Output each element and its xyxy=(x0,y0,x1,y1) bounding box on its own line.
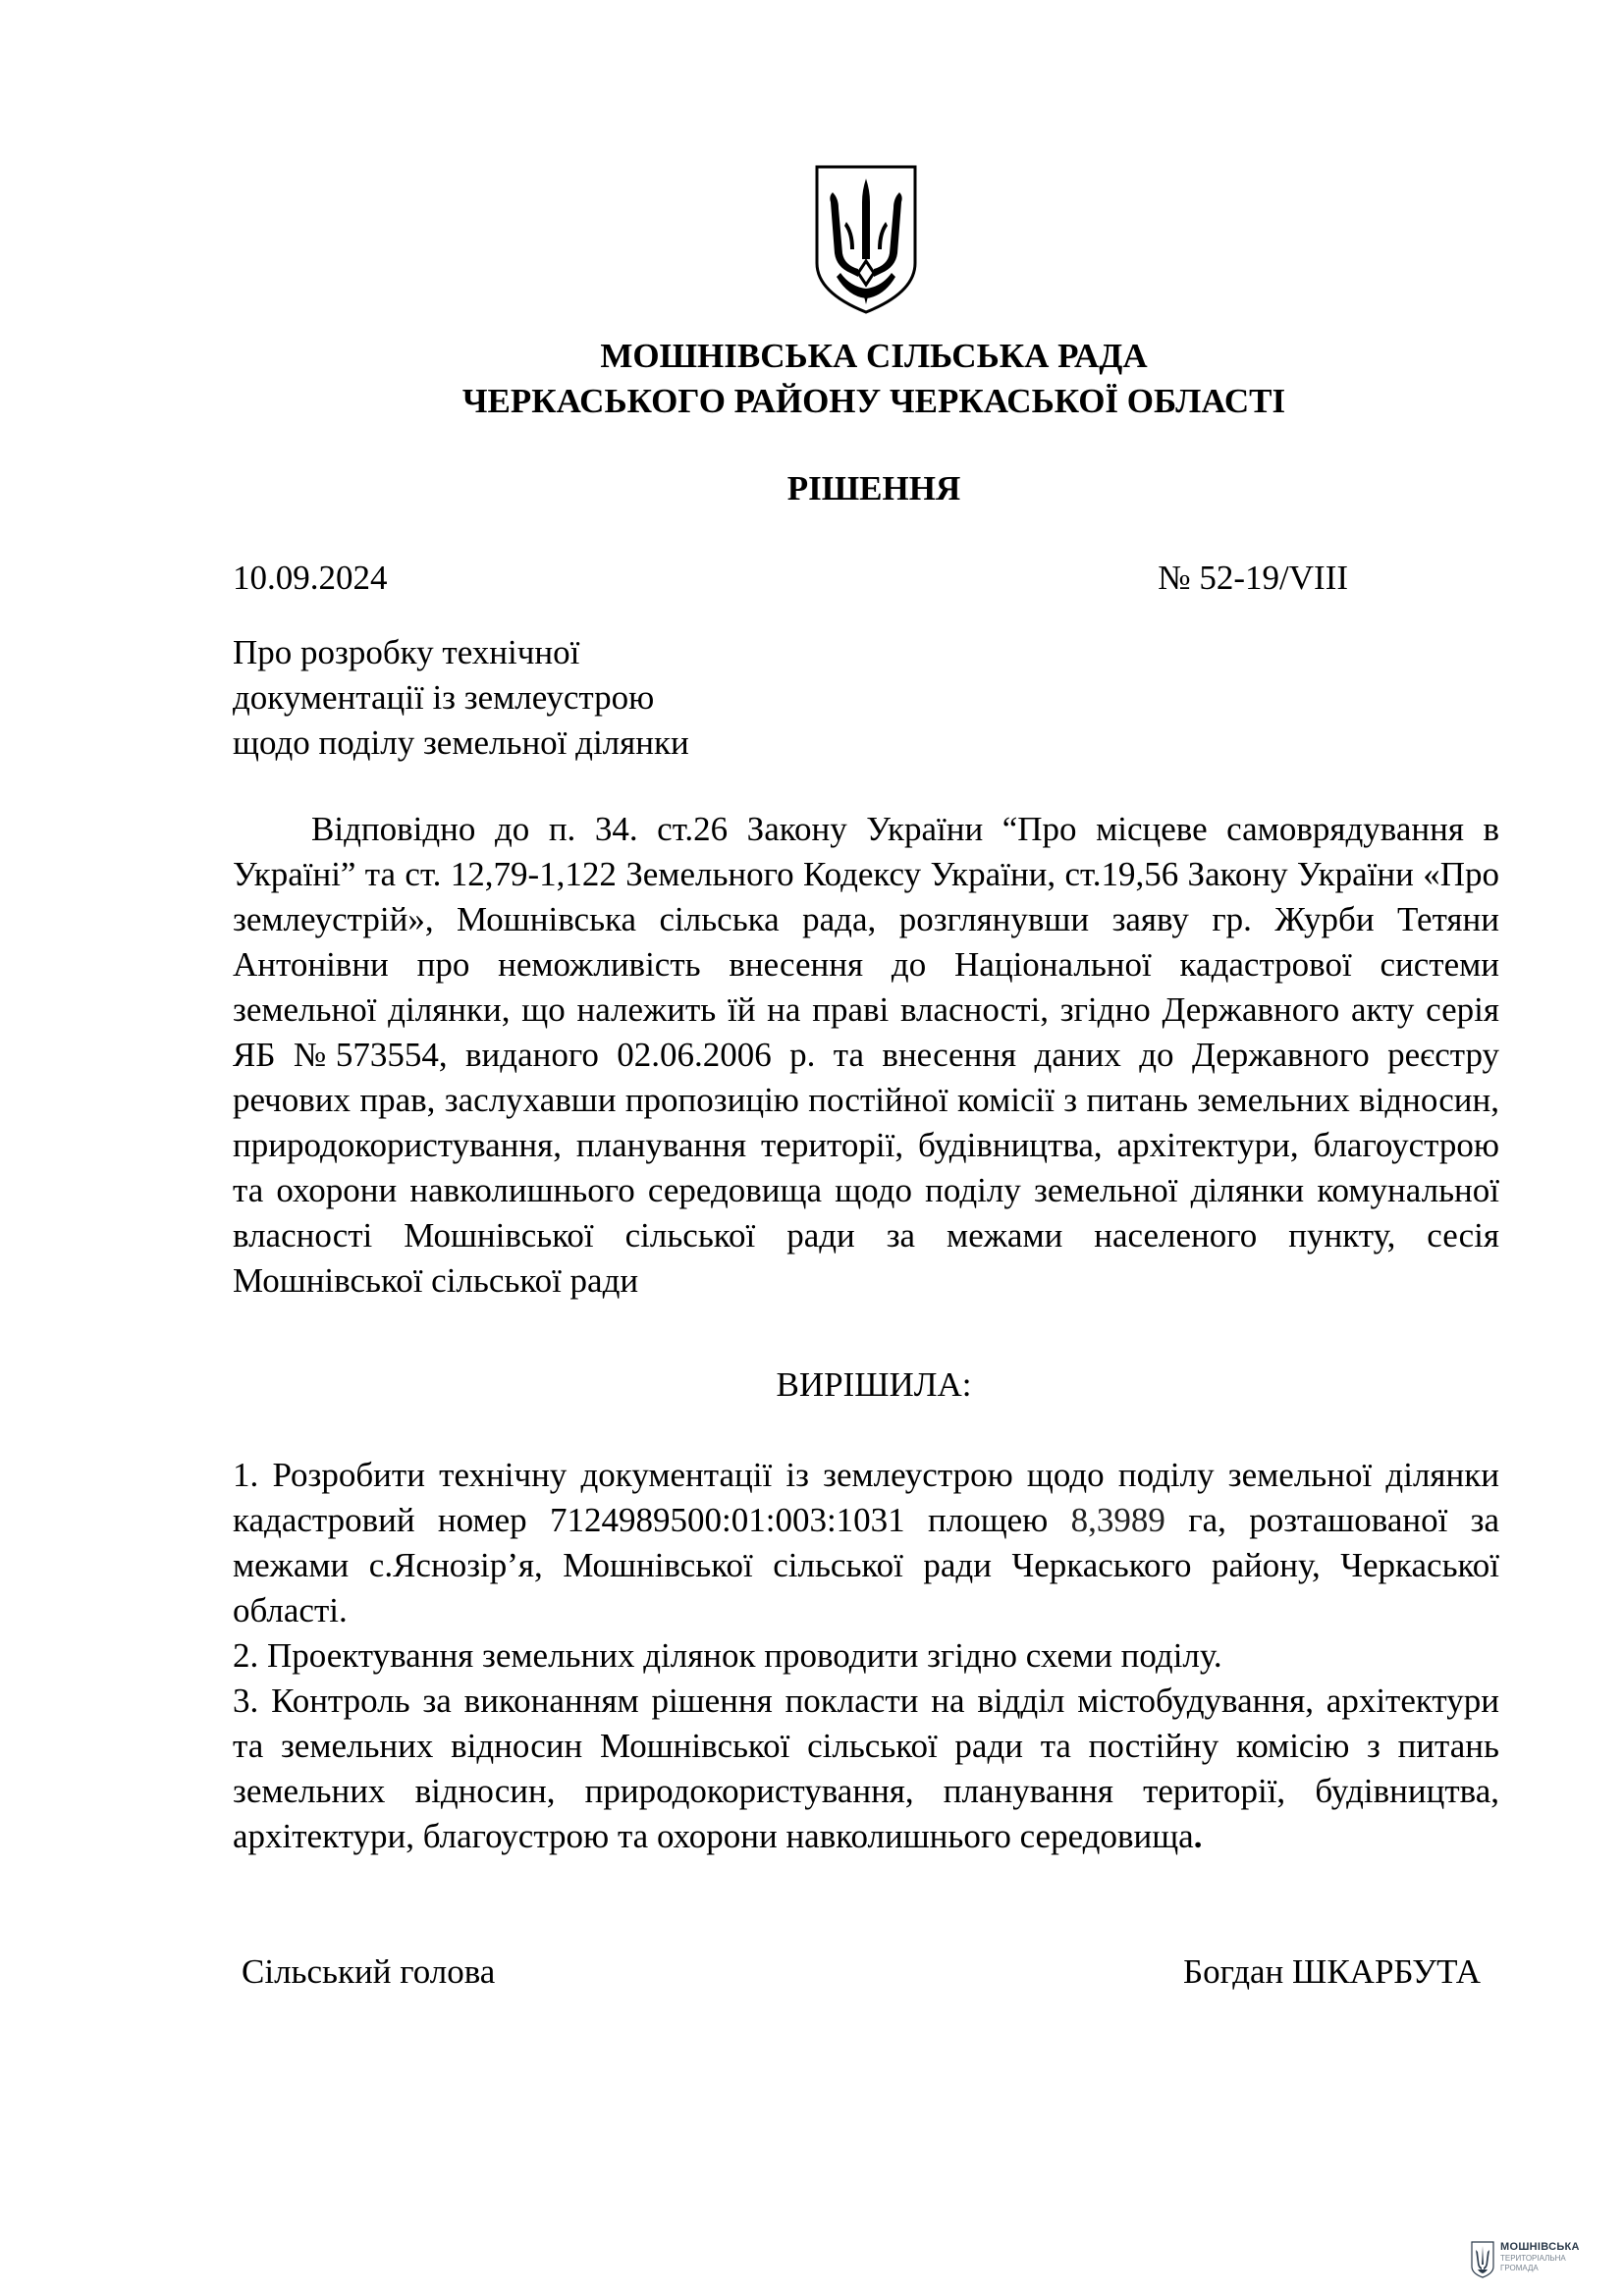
item-3-text: 3. Контроль за виконанням рішення покласти на відділ містобудування, архітектури та земельних відносин Мошнівської сільської ради та постійну комісію з питань земельних відносин, природокористування, планування території, будівництва, архітектури, благоустрою та охорони навколишнього середовища xyxy=(233,1682,1499,1855)
decision-items xyxy=(233,1453,1499,1859)
watermark-title: МОШНІВСЬКА xyxy=(1500,2241,1580,2253)
item-3-final-period: . xyxy=(1193,1817,1203,1855)
watermark-subtitle-line-1: ТЕРИТОРІАЛЬНА xyxy=(1500,2254,1566,2263)
item-1-text-start: 1. Розробити технічну документації із землеустрою щодо поділу земельної ділянки кадастровий номер 7124989500:01:003:1031 площею xyxy=(233,1456,1499,1539)
item-1-text-end: га, розташованої за межами с.Яснозір’я, Мошнівської сільської ради Черкаського району, Черкаської області. xyxy=(233,1501,1499,1629)
decision-number: № 52-19/VIII xyxy=(1158,559,1348,597)
trident-coat-of-arms-icon xyxy=(811,163,921,316)
parcel-area-value: 8,3989 xyxy=(1070,1501,1165,1539)
signatory-role: Сільський голова xyxy=(242,1952,496,1991)
watermark-subtitle xyxy=(1500,2254,1566,2273)
council-name-line-2: ЧЕРКАСЬКОГО РАЙОНУ ЧЕРКАСЬКОЇ ОБЛАСТІ xyxy=(461,382,1286,420)
subject-line-1: Про розробку технічної xyxy=(233,633,580,671)
decision-date: 10.09.2024 xyxy=(233,559,388,597)
decision-item-1 xyxy=(233,1453,1499,1633)
document-type-heading: РІШЕННЯ xyxy=(786,469,961,507)
preamble-paragraph: Відповідно до п. 34. ст.26 Закону України “Про місцеве самоврядування в Україні” та ст. 12,79-1,122 Земельного Кодексу України, ст.19,56 Закону України «Про землеустрій», Мошнівська сільська рада, розглянувши заяву гр. Журби Тетяни Антонівни про неможливість внесення до Національної кадастрової системи земельної ділянки, що належить їй на праві власності, згідно Державного акту серія ЯБ №573554, виданого 02.06.2006 р. та внесення даних до Державного реєстру речових прав, заслухавши пропозицію постійної комісії з питань земельних відносин, природокористування, планування території, будівництва, архітектури, благоустрою та охорони навколишнього середовища щодо поділу земельної ділянки комунальної власності Мошнівської сільської ради за межами населеного пункту, сесія Мошнівської сільської ради xyxy=(233,810,1499,1300)
subject-line-3: щодо поділу земельної ділянки xyxy=(233,723,689,762)
decision-item-2: 2. Проектування земельних ділянок проводити згідно схеми поділу. xyxy=(233,1636,1222,1675)
community-trident-icon xyxy=(1471,2241,1494,2278)
decided-heading: ВИРІШИЛА: xyxy=(776,1365,972,1404)
decision-item-3 xyxy=(233,1679,1499,1859)
community-watermark xyxy=(1471,2241,1608,2284)
council-name xyxy=(0,334,1624,424)
decision-subject xyxy=(233,630,920,766)
signatory-name: Богдан ШКАРБУТА xyxy=(1183,1952,1481,1991)
watermark-subtitle-line-2: ГРОМАДА xyxy=(1500,2264,1539,2272)
council-name-line-1: МОШНІВСЬКА СІЛЬСЬКА РАДА xyxy=(600,337,1148,375)
subject-line-2: документації із землеустрою xyxy=(233,678,655,717)
